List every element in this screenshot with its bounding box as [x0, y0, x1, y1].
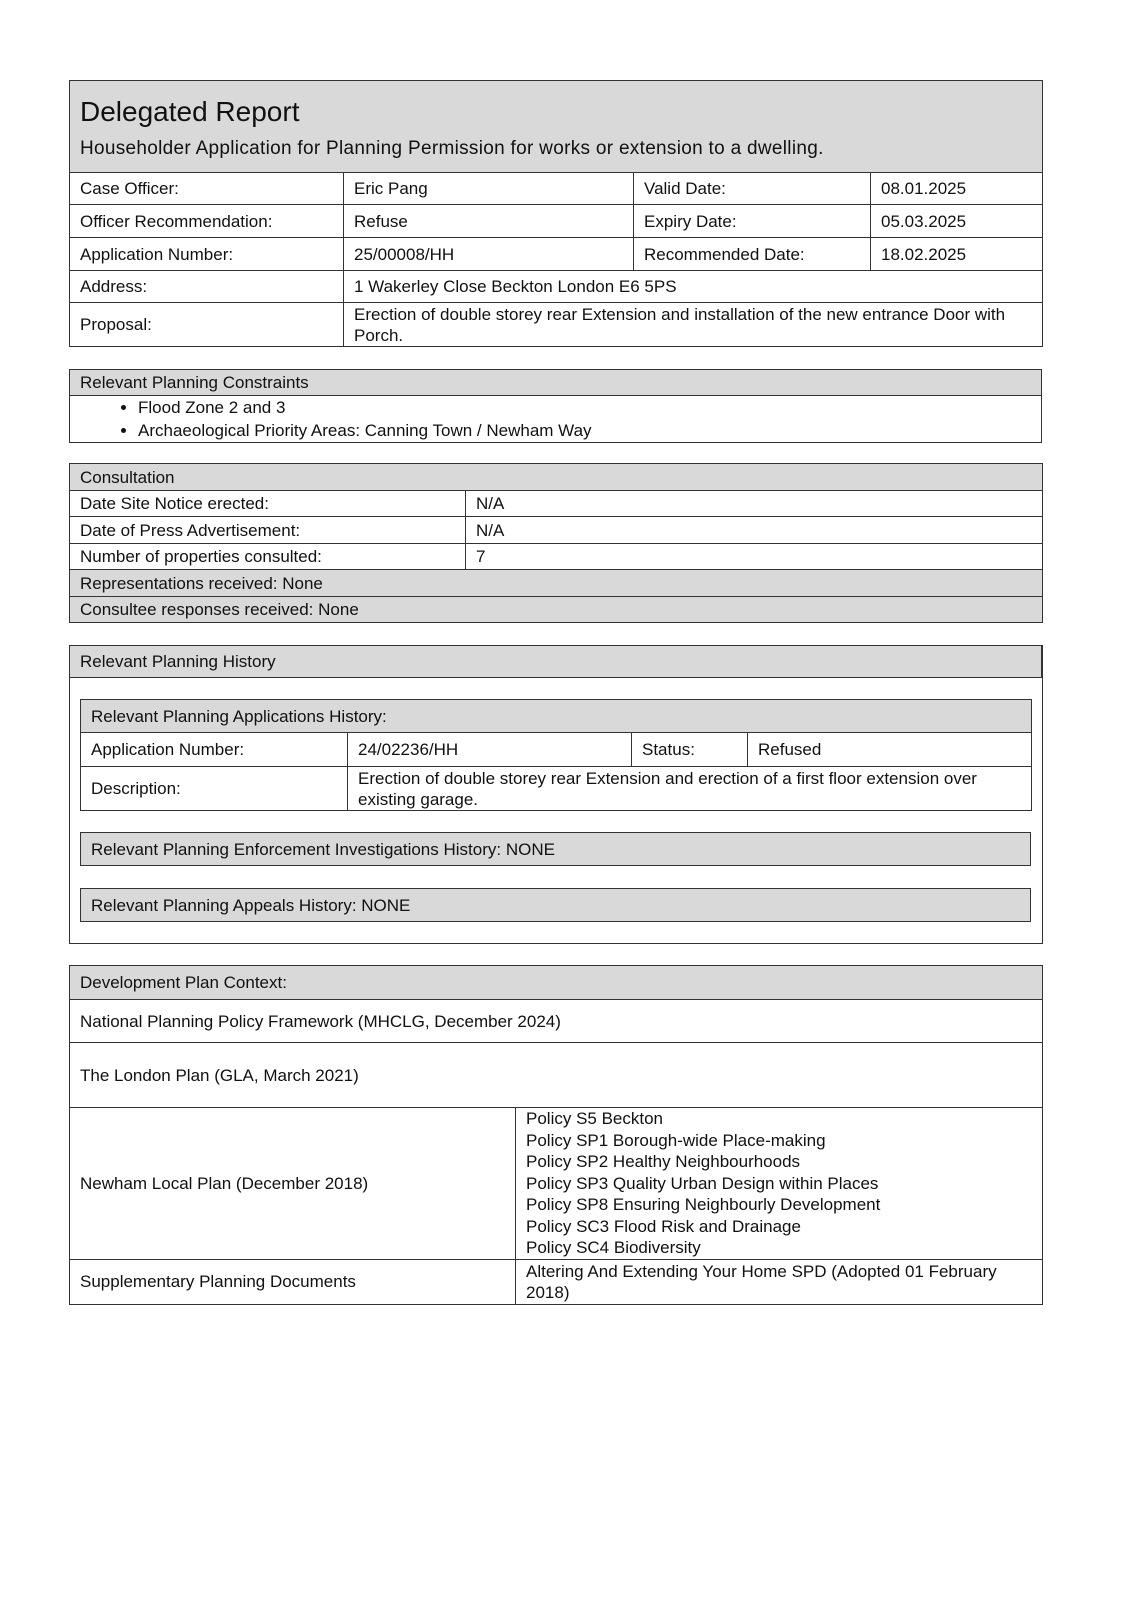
consultee-responses: Consultee responses received: None: [70, 597, 1043, 623]
history-status-value: Refused: [748, 733, 1032, 767]
policy-item: Policy SP2 Healthy Neighbourhoods: [526, 1152, 801, 1171]
enforcement-history: Relevant Planning Enforcement Investigations History: NONE: [81, 833, 1031, 866]
report-header: [70, 81, 1043, 173]
proposal-label: Proposal:: [70, 303, 344, 347]
constraints-list-cell: [70, 396, 1042, 443]
policy-item: Policy SP1 Borough-wide Place-making: [526, 1130, 826, 1150]
valid-date-value: 08.01.2025: [871, 173, 1043, 205]
app-number-value: 25/00008/HH: [344, 238, 634, 271]
spd-value: Altering And Extending Your Home SPD (Adopted 01 February 2018): [516, 1259, 1043, 1304]
consultation-table: [69, 463, 1043, 623]
site-notice-value: N/A: [466, 491, 1043, 517]
applications-history-title: Relevant Planning Applications History:: [81, 700, 1032, 733]
applications-history-table: [80, 699, 1032, 811]
planning-history-header: [69, 645, 1042, 678]
appeals-history-table: [80, 888, 1031, 922]
case-officer-value: Eric Pang: [344, 173, 634, 205]
history-description-value: Erection of double storey rear Extension and erection of a first floor extension over existing garage.: [348, 767, 1032, 811]
policy-item: Policy S5 Beckton: [526, 1109, 664, 1128]
enforcement-history-table: [80, 832, 1031, 866]
policy-item: Policy SP3 Quality Urban Design within Places: [526, 1173, 879, 1193]
london-plan: The London Plan (GLA, March 2021): [70, 1043, 1043, 1108]
policy-item: Policy SC3 Flood Risk and Drainage: [526, 1216, 801, 1236]
properties-consulted-label: Number of properties consulted:: [70, 544, 466, 570]
history-app-number-label: Application Number:: [81, 733, 348, 767]
proposal-value: Erection of double storey rear Extension and installation of the new entrance Door with Porch.: [344, 303, 1043, 347]
appeals-history: Relevant Planning Appeals History: NONE: [81, 889, 1031, 922]
report-title: Delegated Report: [80, 95, 300, 127]
development-plan-title: Development Plan Context:: [70, 966, 1043, 1000]
constraints-title: Relevant Planning Constraints: [70, 370, 1042, 396]
recommendation-value: Refuse: [344, 205, 634, 238]
history-description-label: Description:: [81, 767, 348, 811]
case-officer-label: Case Officer:: [70, 173, 344, 205]
recommended-date-label: Recommended Date:: [634, 238, 871, 271]
address-value: 1 Wakerley Close Beckton London E6 5PS: [344, 271, 1043, 303]
application-details-table: [69, 80, 1043, 347]
properties-consulted-value: 7: [466, 544, 1043, 570]
valid-date-label: Valid Date:: [634, 173, 871, 205]
local-plan-label: Newham Local Plan (December 2018): [70, 1108, 516, 1260]
spd-label: Supplementary Planning Documents: [70, 1259, 516, 1304]
development-plan-table: [69, 965, 1043, 1305]
constraints-table: [69, 369, 1042, 443]
recommended-date-value: 18.02.2025: [871, 238, 1043, 271]
press-advert-label: Date of Press Advertisement:: [70, 517, 466, 544]
app-number-label: Application Number:: [70, 238, 344, 271]
address-label: Address:: [70, 271, 344, 303]
recommendation-label: Officer Recommendation:: [70, 205, 344, 238]
report-subtitle: Householder Application for Planning Permission for works or extension to a dwelling.: [80, 137, 824, 159]
expiry-date-value: 05.03.2025: [871, 205, 1043, 238]
nppf: National Planning Policy Framework (MHCLG, December 2024): [70, 1000, 1043, 1043]
press-advert-value: N/A: [466, 517, 1043, 544]
history-status-label: Status:: [632, 733, 748, 767]
local-plan-policies: [516, 1108, 1043, 1260]
site-notice-label: Date Site Notice erected:: [70, 491, 466, 517]
constraint-item: • Archaeological Priority Areas: Canning Town / Newham Way: [138, 419, 1041, 442]
policy-item: Policy SP8 Ensuring Neighbourly Development: [526, 1195, 881, 1214]
representations-received: Representations received: None: [70, 570, 1043, 597]
consultation-title: Consultation: [70, 464, 1043, 491]
constraints-list: [70, 396, 1041, 442]
constraint-item: • Flood Zone 2 and 3: [138, 396, 1041, 419]
expiry-date-label: Expiry Date:: [634, 205, 871, 238]
history-app-number-value: 24/02236/HH: [348, 733, 632, 767]
planning-history-title: Relevant Planning History: [70, 646, 1042, 678]
policy-item: Policy SC4 Biodiversity: [526, 1238, 701, 1257]
